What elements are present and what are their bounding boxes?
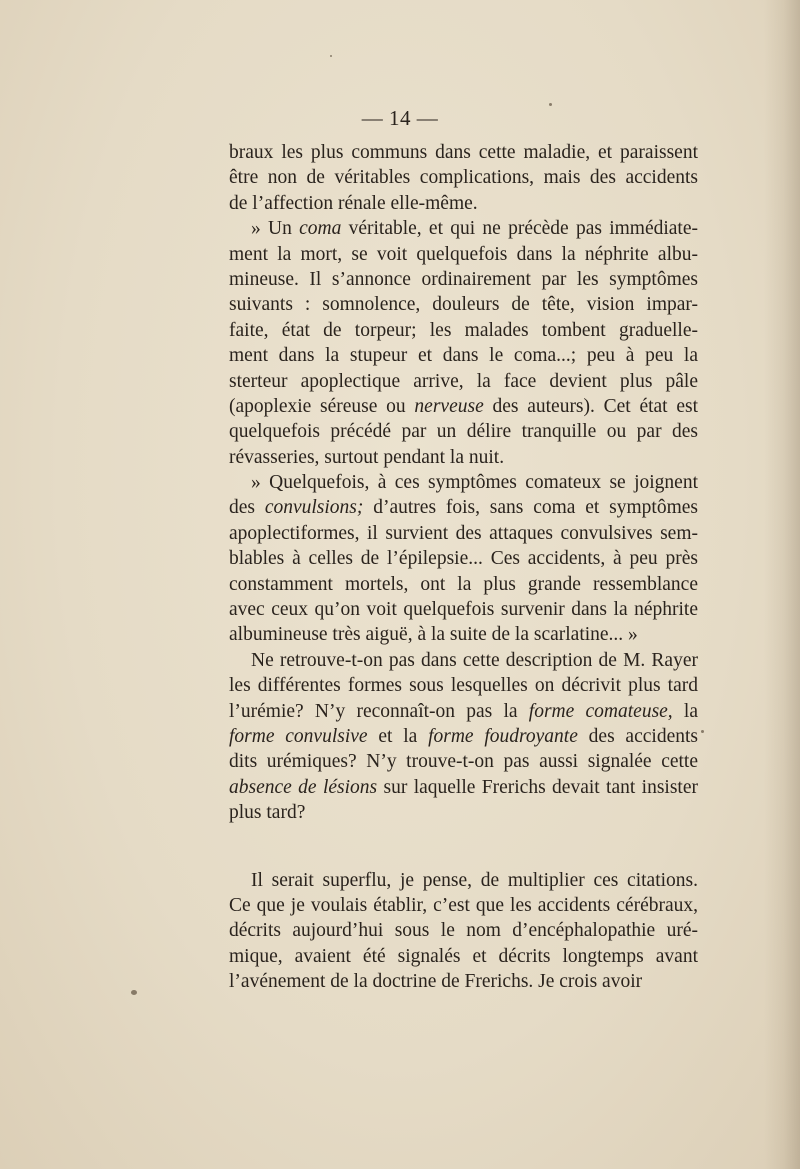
italic-text: forme convulsive [229,725,368,747]
paragraph [229,140,698,216]
text-run: Il serait superflu, je pense, de multiplier ces citations. [251,869,698,891]
text-run: des [229,497,265,519]
ink-speck [131,990,137,995]
text-line [229,868,698,893]
text-line [229,419,698,444]
italic-text: absence de lésions [229,776,378,798]
ink-speck [701,730,704,733]
text-line [229,648,698,673]
text-line [229,673,698,698]
text-line [229,216,698,241]
text-line [229,343,698,368]
paragraph [229,868,698,995]
text-line [229,944,698,969]
paragraph [229,216,698,470]
text-run: Ne retrouve-t-on pas dans cette description de M. Rayer [251,649,698,671]
italic-text: nerveuse [414,395,484,417]
text-line [229,699,698,724]
text-run: véritable, et qui ne précède pas immédiate- [341,218,698,240]
text-run: plus tard? [229,802,306,824]
text-line [229,267,698,292]
italic-text: forme foudroyante [428,725,578,747]
text-run: » Quelquefois, à ces symptômes comateux se joignent [251,472,698,494]
text-line [229,191,698,216]
italic-text: convulsions; [264,497,364,519]
text-run: décrits aujourd’hui sous le nom d’encéphalopathie uré- [229,920,698,942]
text-run: » Un [251,218,300,240]
text-run: suivants : somnolence, douleurs de tête, vision impar- [229,294,698,316]
text-line [229,546,698,571]
text-run: mineuse. Il s’annonce ordinairement par les symptômes [229,268,698,290]
text-line [229,749,698,774]
text-line [229,242,698,267]
text-run: blables à celles de l’épilepsie... Ces accidents, à peu près [229,548,698,570]
text-line [229,918,698,943]
text-run: être non de véritables complications, mais des accidents [229,167,698,189]
text-run: et la [367,725,429,747]
text-line [229,893,698,918]
page-number: — 14 — [361,106,439,130]
text-run: révasseries, surtout pendant la nuit. [229,446,505,468]
text-run: ment dans la stupeur et dans le coma...; peu à peu la [229,345,698,367]
text-run: braux les plus communs dans cette maladie, et paraissent [229,142,698,163]
text-line [229,800,698,825]
text-run: d’autres fois, sans coma et symptômes [363,497,698,519]
text-run: la [672,700,698,722]
text-run: albumineuse très aiguë, à la suite de la scarlatine... » [229,624,638,646]
text-run: des auteurs). Cet état est [483,395,699,417]
text-line [229,445,698,470]
text-line [229,165,698,190]
text-run: l’urémie? N’y reconnaît-on pas la [229,700,529,722]
text-line [229,140,698,165]
text-run: des accidents [577,725,698,747]
text-line [229,724,698,749]
text-line [229,969,698,994]
paragraph [229,648,698,826]
text-run: de l’affection rénale elle-même. [229,192,478,214]
ink-speck [330,55,332,57]
text-line [229,572,698,597]
text-line [229,470,698,495]
text-run: ment la mort, se voit quelquefois dans la néphrite albu- [229,243,698,265]
ink-speck [549,103,552,106]
paragraph [229,470,698,648]
text-line [229,369,698,394]
text-run: Ce que je voulais établir, c’est que les accidents cérébraux, [229,894,698,916]
text-line [229,597,698,622]
text-run: mique, avaient été signalés et décrits longtemps avant [229,945,698,967]
text-run: apoplectiformes, il survient des attaques convulsives sem- [229,522,698,544]
text-run: les différentes formes sous lesquelles on décrivit plus tard [229,675,698,697]
page-edge-shadow [764,0,800,1169]
italic-text: coma [299,218,342,240]
text-line [229,775,698,800]
text-line [229,495,698,520]
text-line [229,292,698,317]
italic-text: forme comateuse, [528,700,673,722]
text-line [229,521,698,546]
text-run: constamment mortels, ont la plus grande ressemblance [229,573,698,595]
text-run: quelquefois précédé par un délire tranquille ou par des [229,421,698,443]
text-line [229,394,698,419]
body-text [229,140,698,995]
paragraph-gap [229,826,698,868]
text-line [229,622,698,647]
text-run: dits urémiques? N’y trouve-t-on pas aussi signalée cette [229,751,698,773]
text-run: l’avénement de la doctrine de Frerichs. Je crois avoir [229,971,643,993]
text-run: avec ceux qu’on voit quelquefois survenir dans la néphrite [229,599,698,621]
text-run: sur laquelle Frerichs devait tant insister [377,776,698,798]
text-run: faite, état de torpeur; les malades tombent graduelle- [229,319,698,341]
text-run: sterteur apoplectique arrive, la face devient plus pâle [229,370,698,392]
text-line [229,318,698,343]
text-run: (apoplexie séreuse ou [229,395,415,417]
